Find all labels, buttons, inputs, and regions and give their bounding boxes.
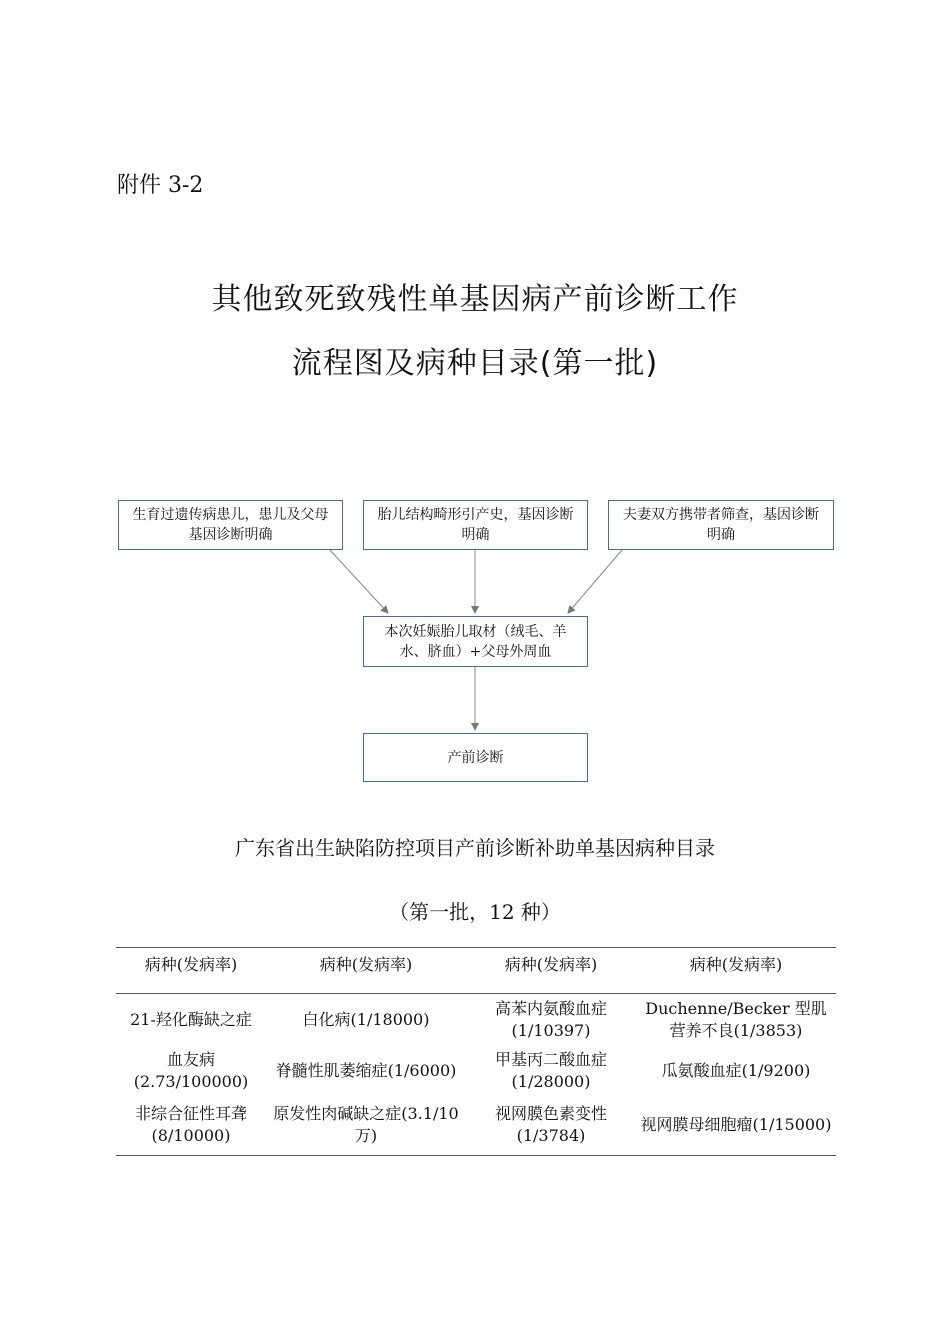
flow-box-text: 产前诊断 [447,749,504,766]
table-cell: 原发性肉碱缺之症(3.1/10 万) [266,1096,466,1156]
arrow-box1-to-box4 [330,550,388,613]
table-row [116,1096,836,1156]
column-header: 病种(发病率) [116,948,266,994]
table-cell: 脊髓性肌萎缩症(1/6000) [275,1060,457,1080]
flow-box-text: 夫妻双方携带者筛查，基因诊断明确 [623,507,819,543]
document-title-line2: 流程图及病种目录(第一批) [291,346,659,381]
catalog-title: 广东省出生缺陷防控项目产前诊断补助单基因病种目录 [235,836,715,860]
flow-box-prenatal-diagnosis [363,733,588,782]
table-cell: 21-羟化酶缺之症 [130,1009,252,1029]
flow-box-text: 生育过遗传病患儿，患儿及父母基因诊断明确 [132,507,329,543]
table-cell: Duchenne/Becker 型肌营养不良(1/3853) [645,998,827,1040]
arrow-box3-to-box4 [568,550,622,613]
disease-catalog-table [116,947,836,1156]
table-row [116,1046,836,1096]
table-cell: 视网膜色素变性(1/3784) [466,1096,636,1156]
attachment-label: 附件 3-2 [117,173,204,198]
table-cell: 白化病(1/18000) [302,1009,430,1029]
table-cell: 非综合征性耳聋 (8/10000) [116,1096,266,1156]
document-title-line1: 其他致死致残性单基因病产前诊断工作 [211,282,739,317]
column-header: 病种(发病率) [266,948,466,994]
flow-box-text: 胎儿结构畸形引产史，基因诊断明确 [377,507,574,543]
table-header-row [116,948,836,994]
table-cell: 瓜氨酸血症(1/9200) [661,1060,811,1080]
flow-box-sampling [363,616,588,667]
flow-box-text: 本次妊娠胎儿取材（绒毛、羊水、脐血）+父母外周血 [384,623,567,660]
table-cell: 高苯内氨酸血症(1/10397) [494,998,607,1040]
flow-box-carrier-screening [608,500,834,550]
column-header: 病种(发病率) [466,948,636,994]
table-cell: 甲基丙二酸血症(1/28000) [494,1049,607,1091]
column-header: 病种(发病率) [636,948,836,994]
flow-box-affected-child [118,500,343,550]
catalog-subtitle: （第一批，12 种） [389,900,561,924]
table-row [116,994,836,1046]
table-cell: 血友病(2.73/100000) [133,1049,249,1091]
flow-box-induced-abortion-history [363,500,588,550]
table-cell: 视网膜母细胞瘤(1/15000) [636,1096,836,1156]
